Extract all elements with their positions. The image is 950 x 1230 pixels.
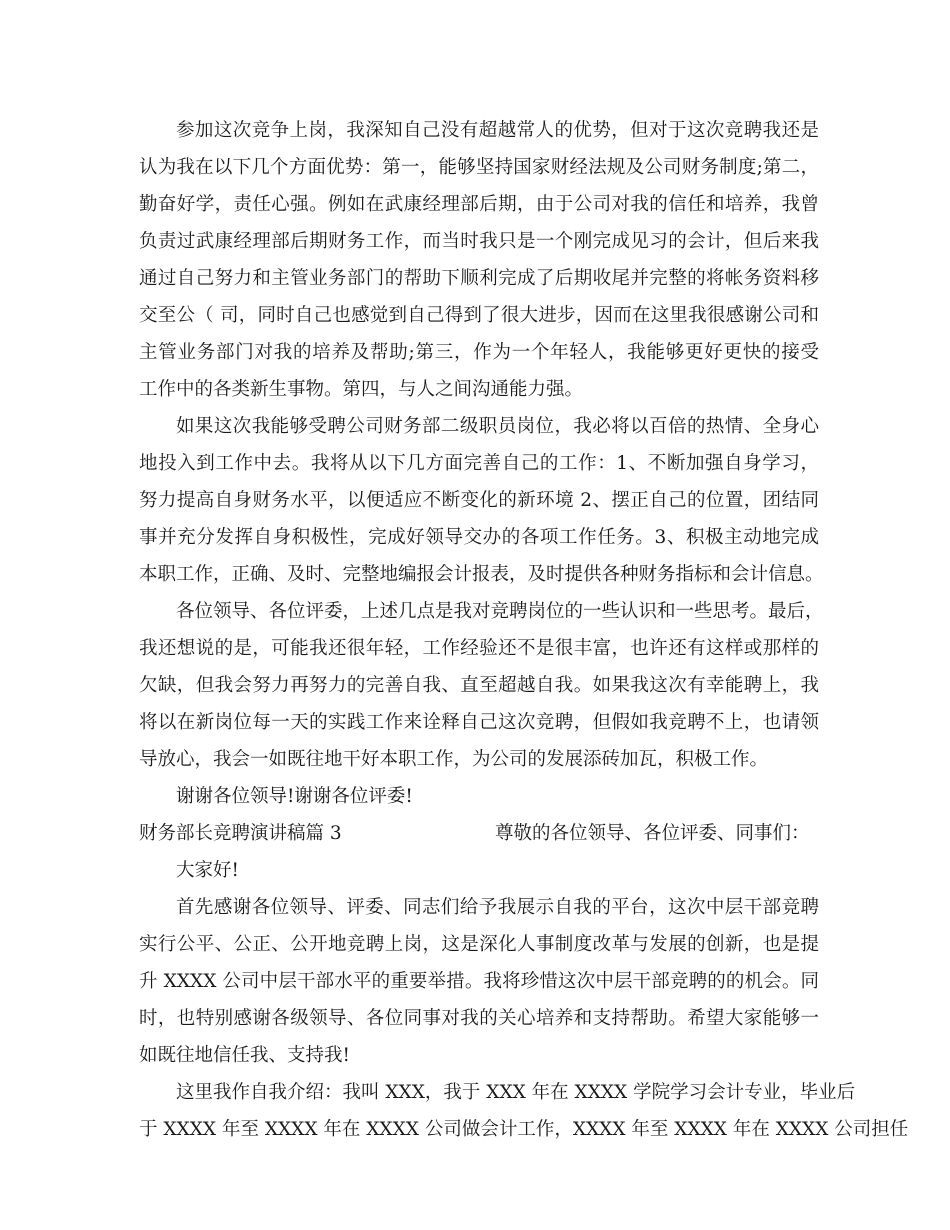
paragraph-line: 我还想说的是，可能我还很年轻，工作经验还不是很丰富，也许还有这样或那样的 [139, 638, 819, 659]
paragraph-line: 参加这次竞争上岗，我深知自己没有超越常人的优势，但对于这次竞聘我还是 [176, 120, 819, 141]
salutation: 尊敬的各位领导、各位评委、同事们： [495, 823, 810, 844]
paragraph-line: 通过自己努力和主管业务部门的帮助下顺利完成了后期收尾并完整的将帐务资料移 [139, 268, 819, 289]
paragraph-line: 努力提高自身财务水平，以便适应不断变化的新环境 2、摆正自己的位置，团结同 [139, 490, 819, 511]
paragraph-line: 如既往地信任我、支持我! [139, 1045, 350, 1066]
paragraph-line: 负责过武康经理部后期财务工作，而当时我只是一个刚完成见习的会计，但后来我 [139, 231, 819, 252]
paragraph-line: 认为我在以下几个方面优势：第一，能够坚持国家财经法规及公司财务制度;第二， [139, 157, 819, 178]
paragraph-line: 工作中的各类新生事物。第四，与人之间沟通能力强。 [139, 379, 584, 400]
greeting: 大家好! [176, 860, 239, 881]
paragraph-line: 勤奋好学，责任心强。例如在武康经理部后期，由于公司对我的信任和培养，我曾 [139, 194, 819, 215]
paragraph-line: 主管业务部门对我的培养及帮助;第三，作为一个年轻人，我能够更好更快的接受 [139, 342, 819, 363]
section-heading [139, 815, 819, 852]
paragraph-line: 于 XXXX 年至 XXXX 年在 XXXX 公司做会计工作，XXXX 年至 XXXX 年在 XXXX 公司担任 [139, 1119, 909, 1140]
paragraph-line: 各位领导、各位评委，上述几点是我对竞聘岗位的一些认识和一些思考。最后， [176, 601, 824, 622]
paragraph-line: 实行公平、公正、公开地竞聘上岗，这是深化人事制度改革与发展的创新，也是提 [139, 934, 819, 955]
paragraph-line: 如果这次我能够受聘公司财务部二级职员岗位，我必将以百倍的热情、全身心 [176, 416, 819, 437]
paragraph-line: 欠缺，但我会努力再努力的完善自我、直至超越自我。如果我这次有幸能聘上，我 [139, 675, 819, 696]
paragraph-line: 将以在新岗位每一天的实践工作来诠释自己这次竞聘，但假如我竞聘不上，也请领 [139, 712, 819, 733]
paragraph-line: 导放心，我会一如既往地干好本职工作，为公司的发展添砖加瓦，积极工作。 [139, 749, 769, 770]
paragraph-line: 本职工作，正确、及时、完整地编报会计报表，及时提供各种财务指标和会计信息。 [139, 564, 824, 585]
paragraph-line: 升 XXXX 公司中层干部水平的重要举措。我将珍惜这次中层干部竞聘的的机会。同 [139, 971, 819, 992]
paragraph-line: 这里我作自我介绍：我叫 XXX，我于 XXX 年在 XXXX 学院学习会计专业，毕业后 [176, 1082, 856, 1103]
paragraph-line: 首先感谢各位领导、评委、同志们给予我展示自我的平台，这次中层干部竞聘 [176, 897, 819, 918]
paragraph-line: 地投入到工作中去。我将从以下几方面完善自己的工作：1、不断加强自身学习， [139, 453, 819, 474]
paragraph-line: 时，也特别感谢各级领导、各位同事对我的关心培养和支持帮助。希望大家能够一 [139, 1008, 819, 1029]
paragraph-line: 交至公（ 司，同时自己也感觉到自己得到了很大进步，因而在这里我很感谢公司和 [139, 305, 819, 326]
section-title: 财务部长竞聘演讲稿篇 3 [139, 823, 342, 844]
thanks-line: 谢谢各位领导!谢谢各位评委! [176, 786, 413, 807]
paragraph-line: 事并充分发挥自身积极性，完成好领导交办的各项工作任务。3、积极主动地完成 [139, 527, 819, 548]
